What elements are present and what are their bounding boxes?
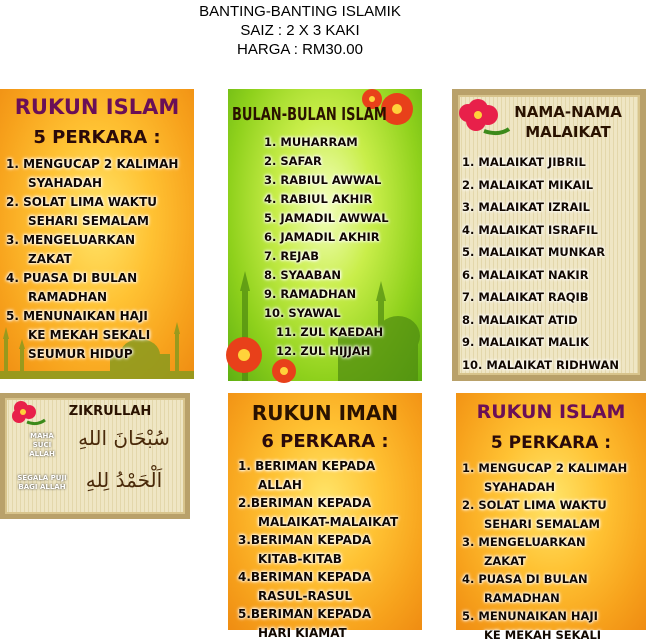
list-item: 3. RABIUL AWWAL [264,171,389,190]
list-item: 5. JAMADIL AWWAL [264,209,389,228]
list-item: 3. MENGELUARKAN [6,231,178,250]
zikir-label: MAHA SUCI ALLAH [19,432,65,459]
list-item: 7. MALAIKAT RAQIB [462,286,619,309]
product-header [170,2,430,59]
list-item: 6. JAMADIL AKHIR [264,228,389,247]
pillar-list [238,457,398,642]
banner-rukun-iman[interactable] [228,393,422,630]
list-item: MALAIKAT-MALAIKAT [238,513,398,532]
header-size: SAIZ : 2 X 3 KAKI [170,21,430,40]
list-item: KE MEKAH SEKALI [6,326,178,345]
banner-rukun-islam-bottom[interactable] [456,393,646,630]
list-item: RAMADHAN [462,589,627,608]
list-item: 8. SYAABAN [264,266,389,285]
list-item: 4. PUASA DI BULAN [6,269,178,288]
list-item: 2.BERIMAN KEPADA [238,494,398,513]
panel-title: MALAIKAT [498,123,638,141]
panel-title: BULAN-BULAN ISLAM [232,105,387,125]
hibiscus-icon [5,396,47,430]
list-item: RASUL-RASUL [238,587,398,606]
panel-title: ZIKRULLAH [55,404,165,419]
list-item: 8. MALAIKAT ATID [462,309,619,332]
list-item: 5. MENUNAIKAN HAJI [6,307,178,326]
banner-rukun-islam-top[interactable] [0,89,194,379]
list-item: 4.BERIMAN KEPADA [238,568,398,587]
panel-subtitle: 5 PERKARA : [456,433,646,453]
list-item: 1. MENGUCAP 2 KALIMAH [6,155,178,174]
header-price: HARGA : RM30.00 [170,40,430,59]
list-item: 10. MALAIKAT RIDHWAN [462,354,619,377]
list-item: 5. MENUNAIKAN HAJI [462,607,627,626]
angel-list [462,151,619,376]
list-item: 5. MALAIKAT MUNKAR [462,241,619,264]
panel-title: RUKUN ISLAM [0,95,194,119]
list-item: 10. SYAWAL [264,304,389,323]
arabic-subhanallah: سُبْحَانَ اللهِ [69,426,179,450]
list-item: ALLAH [238,476,398,495]
list-item: ZAKAT [6,250,178,269]
panel-title: NAMA-NAMA [498,103,638,121]
list-item: SYAHADAH [6,174,178,193]
list-item: 9. RAMADHAN [264,285,389,304]
list-item: ZAKAT [462,552,627,571]
list-item: 1. MENGUCAP 2 KALIMAH [462,459,627,478]
list-item: SYAHADAH [462,478,627,497]
list-item: RAMADHAN [6,288,178,307]
list-item: HARI KIAMAT [238,624,398,643]
list-item: 1. BERIMAN KEPADA [238,457,398,476]
list-item: KITAB-KITAB [238,550,398,569]
banner-zikrullah[interactable] [0,393,190,519]
panel-subtitle: 6 PERKARA : [228,431,422,452]
list-item: 3. MENGELUARKAN [462,533,627,552]
list-item: 1. MUHARRAM [264,133,389,152]
zikir-label: SEGALA PUJI BAGI ALLAH [15,474,69,492]
panel-title: RUKUN IMAN [228,401,422,425]
arabic-alhamdulillah: اَلْحَمْدُ لِلهِ [69,468,179,492]
panel-title: RUKUN ISLAM [456,401,646,423]
list-item: 3.BERIMAN KEPADA [238,531,398,550]
list-item: 6. MALAIKAT NAKIR [462,264,619,287]
list-item: 7. REJAB [264,247,389,266]
list-item: 5.BERIMAN KEPADA [238,605,398,624]
list-item: SEUMUR HIDUP [6,345,178,364]
list-item: 2. SAFAR [264,152,389,171]
banner-bulan-islam[interactable] [228,89,422,381]
list-item: 4. RABIUL AKHIR [264,190,389,209]
list-item: 4. MALAIKAT ISRAFIL [462,219,619,242]
list-item: 2. SOLAT LIMA WAKTU [462,496,627,515]
pillar-list [462,459,627,644]
list-item: 9. MALAIKAT MALIK [462,331,619,354]
list-item: SEHARI SEMALAM [6,212,178,231]
list-item: 2. SOLAT LIMA WAKTU [6,193,178,212]
list-item: 3. MALAIKAT IZRAIL [462,196,619,219]
list-item: SEHARI SEMALAM [462,515,627,534]
month-list [264,133,389,361]
list-item: 11. ZUL KAEDAH [264,323,389,342]
list-item: 12. ZUL HIJJAH [264,342,389,361]
banner-nama-malaikat[interactable] [452,89,646,381]
list-item: 4. PUASA DI BULAN [462,570,627,589]
panel-subtitle: 5 PERKARA : [0,127,194,148]
list-item: 2. MALAIKAT MIKAIL [462,174,619,197]
list-item: 1. MALAIKAT JIBRIL [462,151,619,174]
header-title: BANTING-BANTING ISLAMIK [170,2,430,21]
pillar-list [6,155,178,364]
list-item: KE MEKAH SEKALI [462,626,627,644]
